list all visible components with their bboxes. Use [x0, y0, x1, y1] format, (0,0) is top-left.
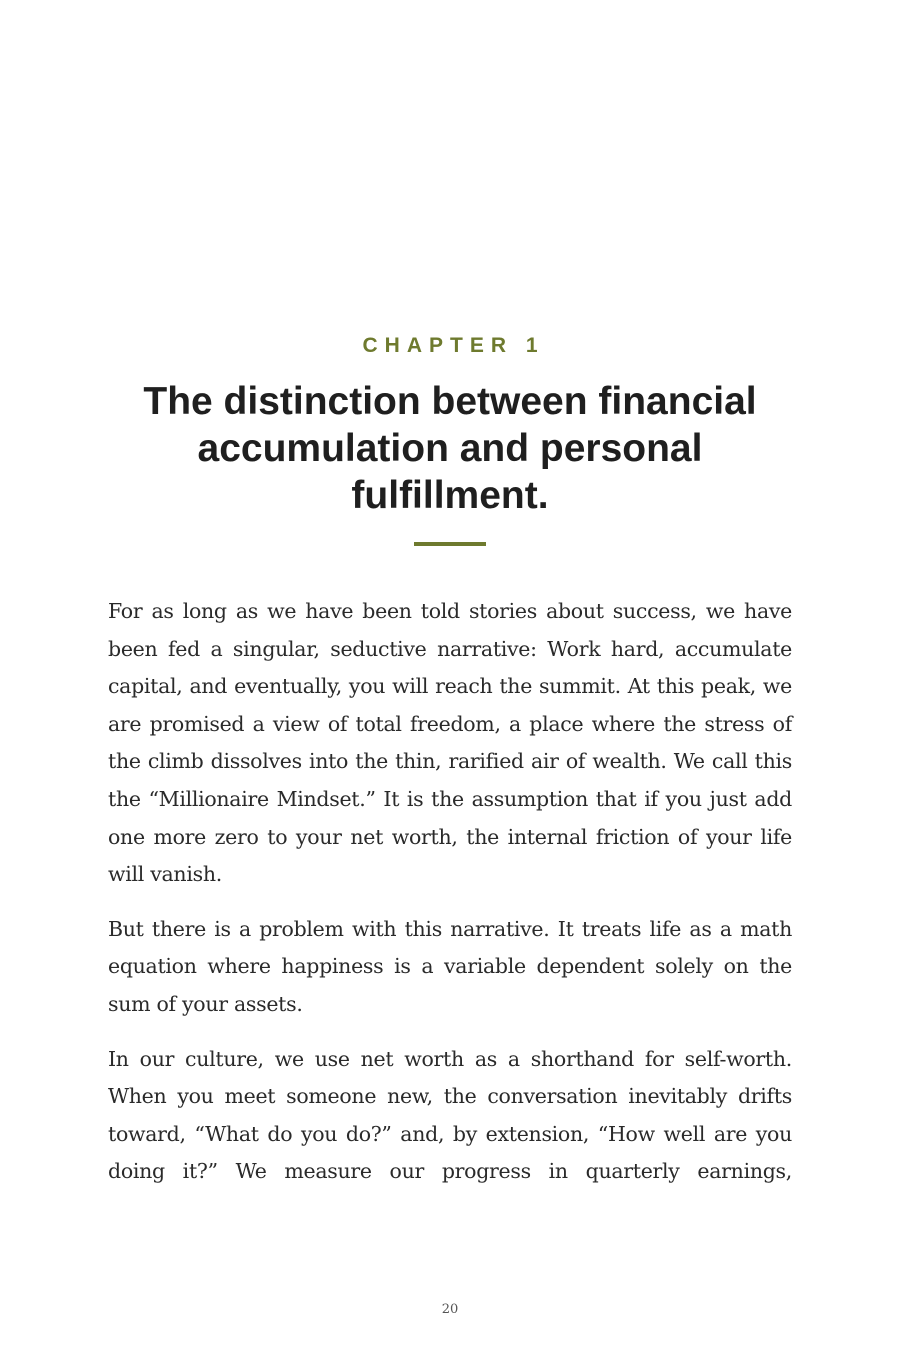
chapter-label: CHAPTER 1: [362, 334, 545, 357]
chapter-body: [108, 593, 792, 1208]
body-paragraph-2: But there is a problem with this narrative. It treats life as a math equation where happiness is a variable dependent solely on the sum of your assets.: [108, 916, 792, 1016]
body-paragraph-1: For as long as we have been told stories about success, we have been fed a singular, seductive narrative: Work hard, accumulate capital, and eventually, you will reach the summit. At this peak, we are promised a view of total freedom, a place where the stress of the climb dissolves into the thin, rarified air of wealth. We call this the “Millionaire Mindset.” It is the assumption that if you just add one more zero to your net worth, the internal friction of your life will vanish.: [108, 599, 792, 887]
page-number: 20: [441, 1302, 459, 1317]
title-divider: [414, 542, 486, 546]
chapter-title: The distinction between financial accumulation and personal fulfillment.: [143, 380, 757, 517]
body-paragraph-3: In our culture, we use net worth as a shorthand for self-worth. When you meet someone new, the conversation inevitably drifts toward, “What do you do?” and, by extension, “How well are you doing it?” We measure our progress in quarterly earnings,: [108, 1046, 792, 1184]
